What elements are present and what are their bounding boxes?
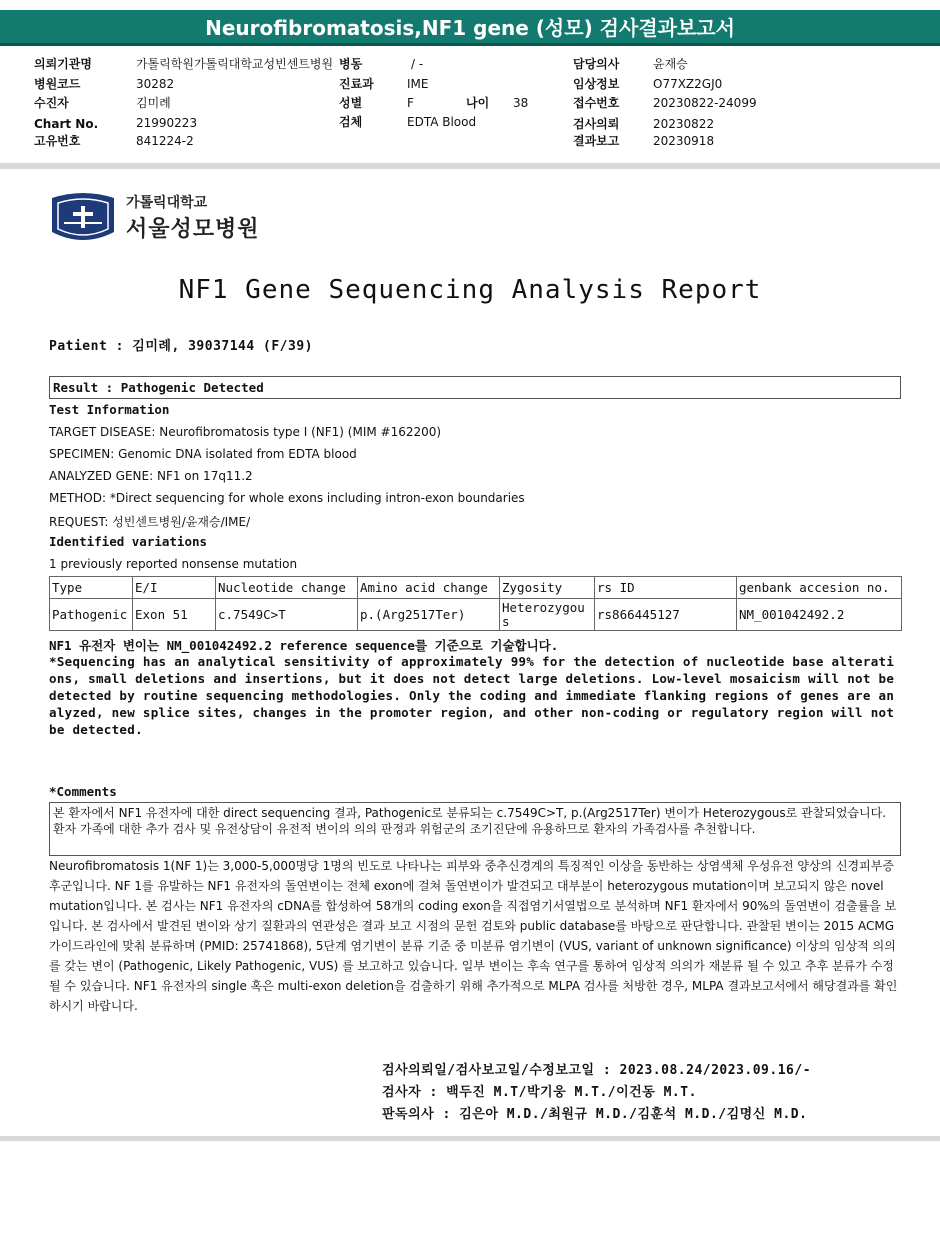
col-header-rsid: rs ID [595, 577, 737, 599]
hospital-code-label: 병원코드 [34, 77, 81, 91]
test-info-heading: Test Information [49, 402, 170, 417]
variant-table [49, 576, 902, 631]
cell-type: Pathogenic [50, 599, 133, 631]
chart-value: 21990223 [136, 116, 198, 130]
sex-value: F [407, 96, 414, 110]
attending-value: 윤재승 [653, 57, 688, 71]
accession-value: 20230822-24099 [653, 96, 757, 110]
comments-heading: *Comments [49, 784, 117, 799]
report-dates-line: 검사의뢰일/검사보고일/수정보고일 : 2023.08.24/2023.09.16/- [382, 1063, 812, 1078]
request-date-value: 20230822 [653, 117, 715, 131]
age-label: 나이 [466, 96, 490, 110]
analyzed-gene-line: ANALYZED GENE: NF1 on 17q11.2 [49, 469, 253, 483]
clinical-info-label: 임상정보 [573, 77, 620, 91]
reference-note: NF1 유전자 변이는 NM_001042492.2 reference sequence를 기준으로 기술합니다. [49, 638, 559, 653]
variant-table-header-row [50, 577, 902, 599]
cell-nucleotide: c.7549C>T [216, 599, 358, 631]
ward-value: / - [411, 57, 424, 71]
examinee-value: 김미례 [136, 96, 171, 110]
col-header-exon: E/I [133, 577, 216, 599]
col-header-nucleotide: Nucleotide change [216, 577, 358, 599]
identified-summary: 1 previously reported nonsense mutation [49, 557, 298, 571]
ward-label: 병동 [339, 57, 363, 71]
cell-exon: Exon 51 [133, 599, 216, 631]
col-header-genbank: genbank accesion no. [737, 577, 902, 599]
request-date-label: 검사의뢰 [573, 117, 620, 131]
department-label: 진료과 [339, 77, 374, 91]
sex-label: 성별 [339, 96, 363, 110]
comments-body: Neurofibromatosis 1(NF 1)는 3,000-5,000명당 1명의 빈도로 나타나는 피부와 중추신경계의 특징적인 이상을 동반하는 상염색체 우성유전 양상의 신경피부증후군입니다. NF 1를 유발하는 NF1 유전자의 돌연변이는 전체 exon에 걸쳐 돌연변이가 발견되고 대부분이 heterozygous mutation이며 보고되지 않은 novel mutation입니다. 본 검사는 NF1 유전자의 cDNA를 합성하여 58개의 coding exon을 직접염기서열법으로 분석하며 NF1 환자에서 90%의 돌연변이 검출률을 보입니다. 본 검사에서 발견된 변이와 상기 질환과의 연관성은 결과 보고 시점의 문헌 검토와 public database를 바탕으로 판단합니다. 관찰된 변이는 2015 ACMG 가이드라인에 맞춰 분류하며 (PMID: 25741868), 5단계 염기변이 분류 기준 중 미분류 염기변이 (VUS, variant of unknown significance) 이상의 임상적 의의를 갖는 변이 (Pathogenic, Likely Pathogenic, VUS) 를 보고하고 있습니다. 일부 변이는 후속 연구를 통하여 임상적 의의가 재분류 될 수 있고 추후 분류가 수정될 수 있습니다. NF1 유전자의 single 혹은 multi-exon deletion을 검출하기 위해 추가적으로 MLPA 검사를 처방한 경우, MLPA 결과보고서에서 해당결과를 확인하시기 바랍니다. [49, 859, 898, 1013]
technicians-line: 검사자 : 백두진 M.T/박기웅 M.T./이건동 M.T. [382, 1085, 697, 1100]
report-date-label: 결과보고 [573, 134, 620, 148]
sensitivity-note: *Sequencing has an analytical sensitivity of approximately 99% for the detection of nucleotide base alterations, small deletions and insertions, but it does not detect large deletions. Low-level mosaicism will not be detected by routine sequencing methodologies. Only the coding and immediate flanking regions of genes are analyzed, new splice sites, changes in the promoter region, and other non-coding or regulatory region will not be detected. [49, 654, 895, 737]
method-line: METHOD: *Direct sequencing for whole exons including intron-exon boundaries [49, 491, 525, 505]
department-value: IME [407, 77, 429, 91]
col-header-amino-acid: Amino acid change [358, 577, 500, 599]
logo-line1: 가톨릭대학교 [126, 195, 208, 211]
identified-heading: Identified variations [49, 534, 208, 549]
target-disease-line: TARGET DISEASE: Neurofibromatosis type I (NF1) (MIM #162200) [49, 425, 442, 439]
specimen-value: EDTA Blood [407, 115, 477, 129]
report-date-value: 20230918 [653, 134, 715, 148]
request-line: REQUEST: 성빈센트병원/윤재승/IME/ [49, 515, 251, 529]
result-text: Result : Pathogenic Detected [53, 380, 264, 395]
report-title: NF1 Gene Sequencing Analysis Report [178, 275, 762, 305]
cell-zygosity: Heterozygous [500, 599, 595, 631]
unique-id-value: 841224-2 [136, 134, 194, 148]
comments-summary-text: 본 환자에서 NF1 유전자에 대한 direct sequencing 결과, Pathogenic로 분류되는 c.7549C>T, p.(Arg2517Ter) 변이가 Heterozygous로 관찰되었습니다. 환자 가족에 대한 추가 검사 및 유전상담이 유전적 변이의 의의 판정과 위험군의 조기진단에 유용하므로 환자의 가족검사를 추천합니다. [53, 806, 887, 836]
report-banner-title: Neurofibromatosis,NF1 gene (성모) 검사결과보고서 [0, 10, 940, 46]
requesting-institution-value: 가톨릭학원가톨릭대학교성빈센트병원 [136, 57, 334, 71]
hospital-logo [48, 192, 268, 244]
cell-rsid: rs866445127 [595, 599, 737, 631]
col-header-zygosity: Zygosity [500, 577, 595, 599]
chart-label: Chart No. [34, 117, 99, 131]
footer-divider [0, 1136, 940, 1141]
attending-label: 담당의사 [573, 57, 620, 71]
age-value: 38 [513, 96, 529, 110]
logo-line2: 서울성모병원 [126, 217, 260, 242]
comments-summary-box [49, 802, 901, 856]
hospital-code-value: 30282 [136, 77, 175, 91]
accession-label: 접수번호 [573, 96, 620, 110]
specimen-line: SPECIMEN: Genomic DNA isolated from EDTA blood [49, 447, 357, 461]
header-divider [0, 163, 940, 169]
patient-line: Patient : 김미례, 39037144 (F/39) [49, 339, 313, 354]
specimen-label: 검체 [339, 115, 363, 129]
col-header-type: Type [50, 577, 133, 599]
cell-genbank: NM_001042492.2 [737, 599, 902, 631]
result-box [49, 376, 901, 399]
cell-amino-acid: p.(Arg2517Ter) [358, 599, 500, 631]
hospital-seal-icon [48, 192, 118, 244]
table-row [50, 599, 902, 631]
examinee-label: 수진자 [34, 96, 69, 110]
unique-id-label: 고유번호 [34, 134, 81, 148]
clinical-info-value: O77XZ2GJ0 [653, 77, 723, 91]
physicians-line: 판독의사 : 김은아 M.D./최원규 M.D./김훈석 M.D./김명신 M.D. [382, 1107, 808, 1122]
requesting-institution-label: 의뢰기관명 [34, 57, 92, 71]
